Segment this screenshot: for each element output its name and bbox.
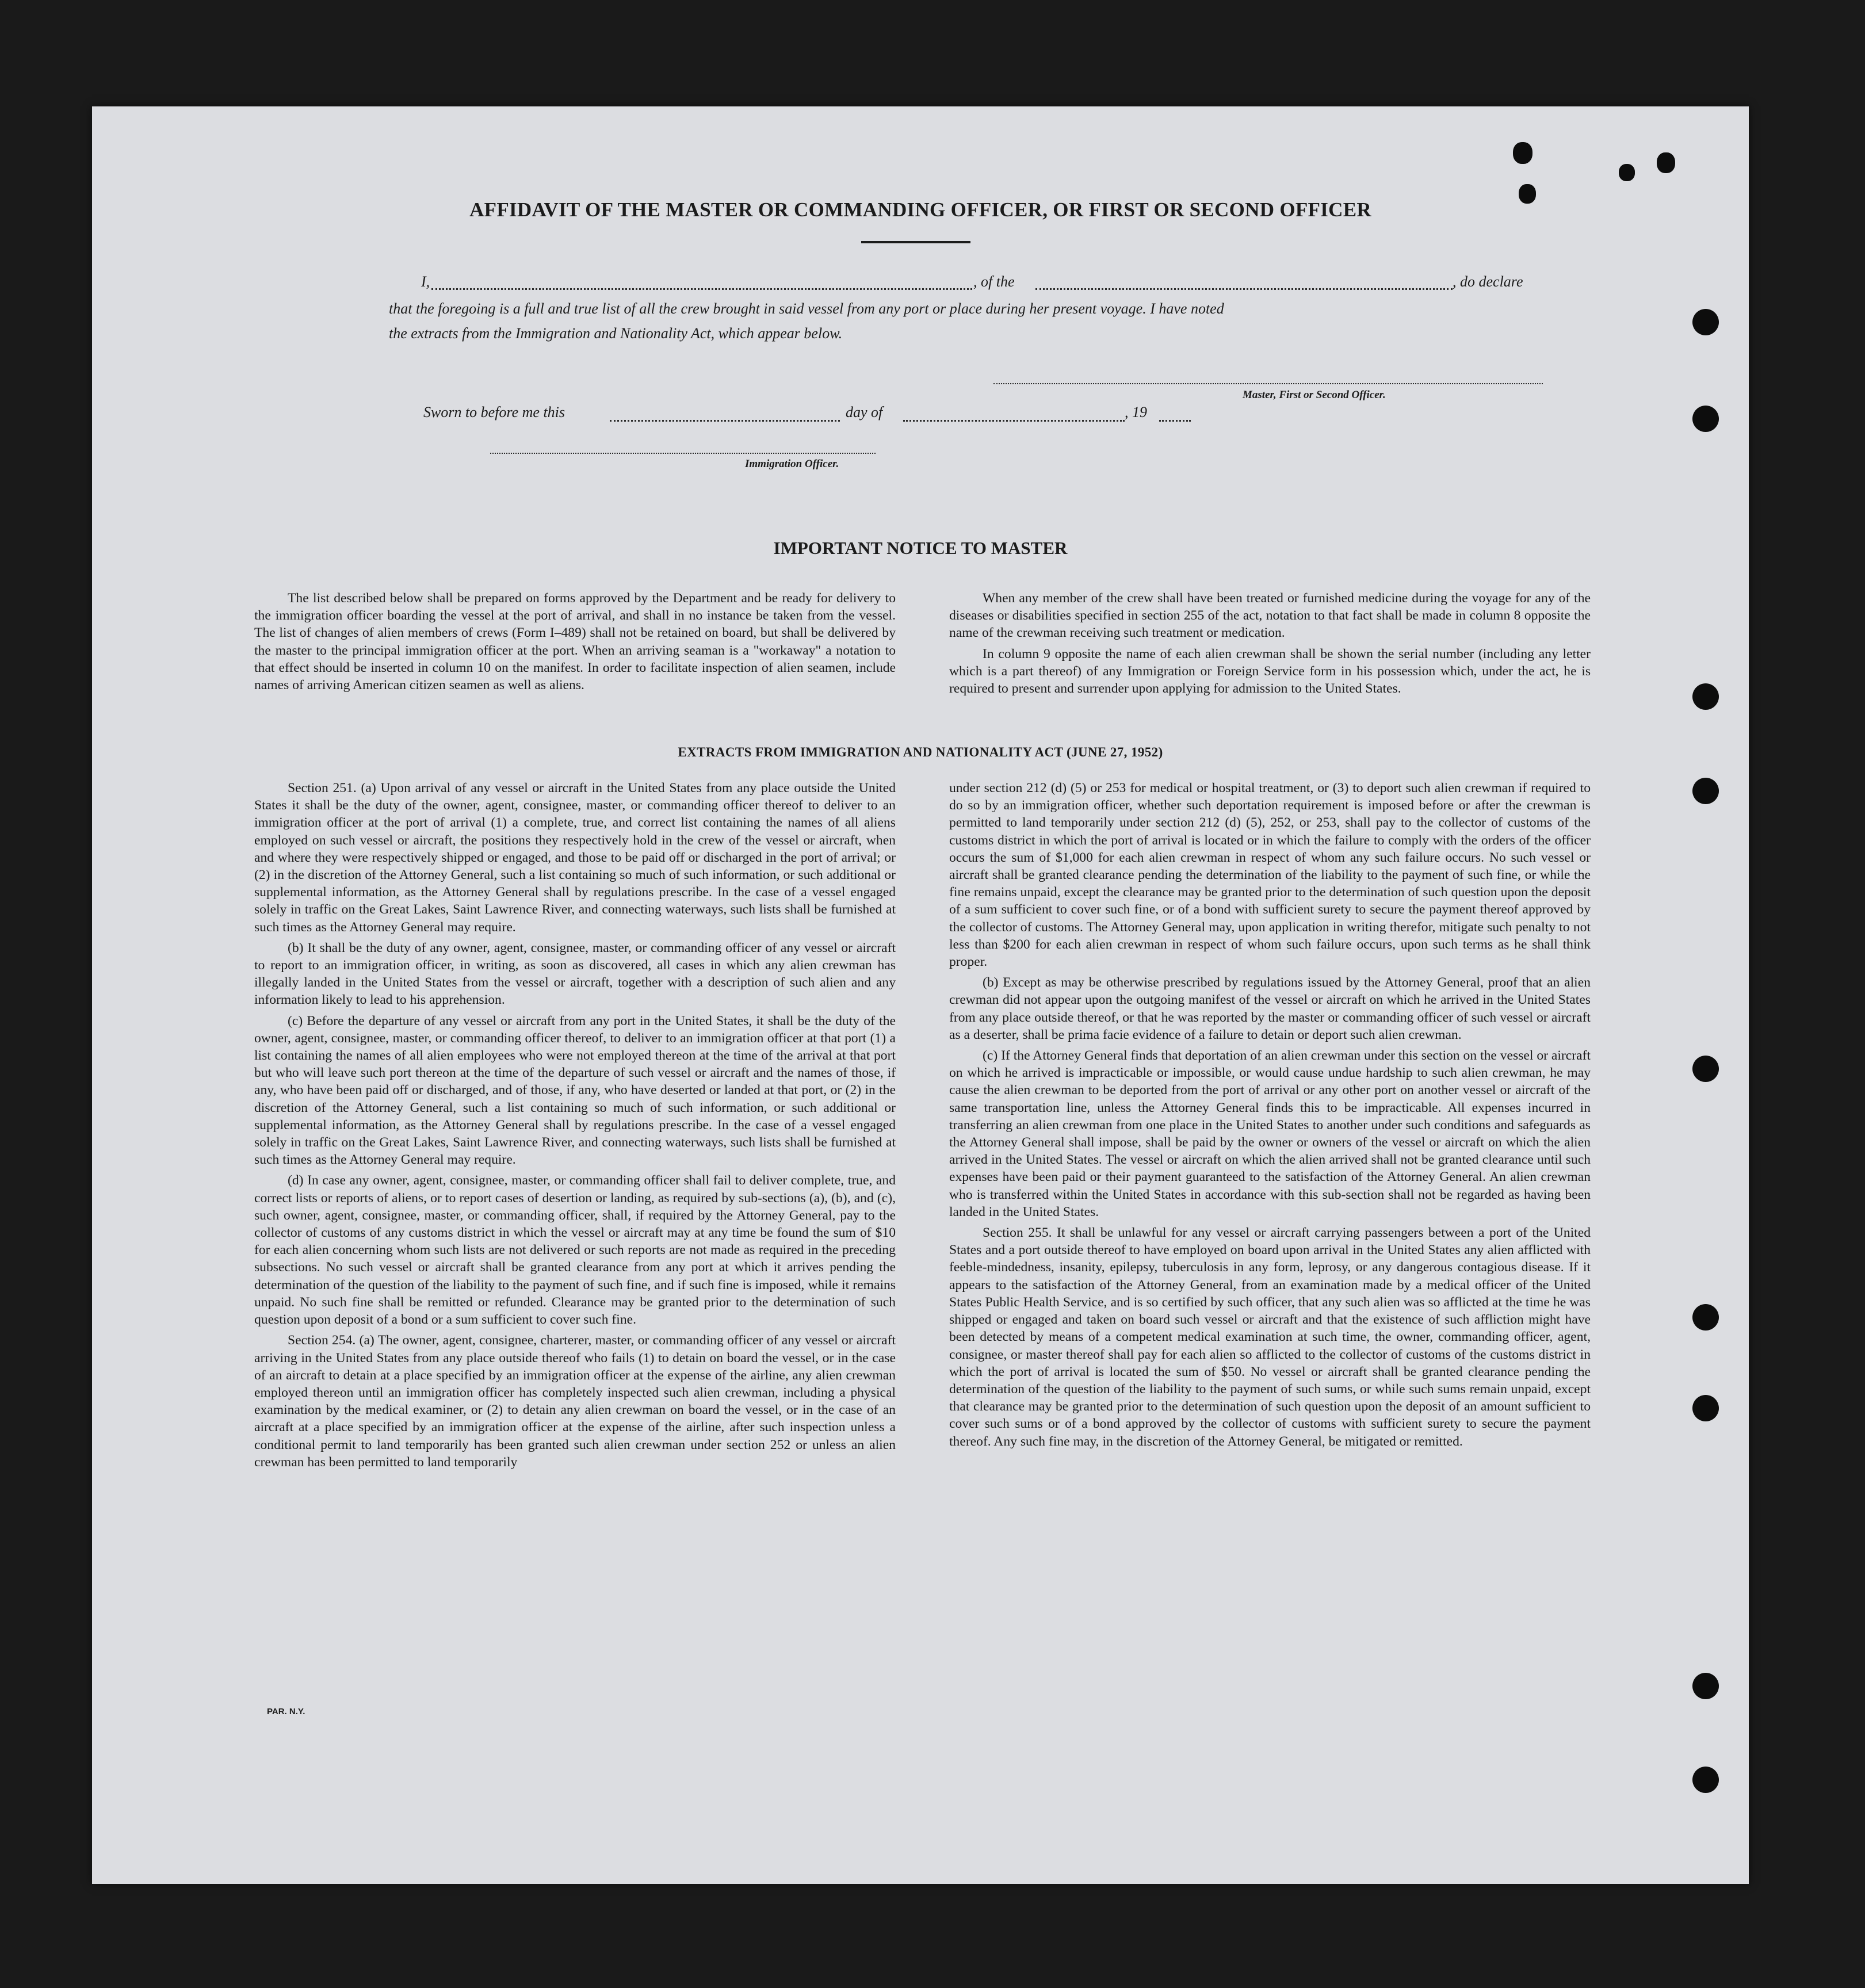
notice-title: IMPORTANT NOTICE TO MASTER xyxy=(773,538,1068,558)
sworn-label: Sworn to before me this xyxy=(423,404,565,420)
document-page xyxy=(92,106,1749,1884)
name-field[interactable] xyxy=(431,288,972,290)
officer-signature-line[interactable] xyxy=(490,453,876,454)
binder-hole xyxy=(1692,309,1719,335)
section-251-b: (b) It shall be the duty of any owner, agent, consignee, master, or commanding officer of any vessel or aircraft to report to an immigration officer, in writing, as soon as discovered, all cases in which any alien crewman has illegally landed in the United States from the vessel or aircraft, together with a description of such alien and any information likely to lead to his apprehension. xyxy=(254,940,896,1008)
section-254-b: (b) Except as may be otherwise prescribed by regulations issued by the Attorney General, proof that an alien crewman did not appear upon the outgoing manifest of the vessel or aircraft on which he arrived in the United States from any place outside thereof, or that he was reported by the master or commanding officer of such vessel or aircraft as a deserter, shall be prima facie evidence of a failure to detain or deport such alien crewman. xyxy=(949,975,1591,1042)
section-251-a: Section 251. (a) Upon arrival of any vessel or aircraft in the United States from any place outside the United States it shall be the duty of the owner, agent, consignee, master, or commanding officer thereof to deliver to an immigration officer at the port of arrival (1) a complete, true, and correct list containing the names of all aliens employed on such vessel or aircraft, the positions they respectively hold in the crew of the vessel or aircraft, when and where they were respectively shipped or engaged, and those to be paid off or discharged in the port of arrival; or (2) in the discretion of the Attorney General, such a list containing so much of such information, or such additional or supplemental information, as the Attorney General shall by regulations prescribe. In the case of a vessel engaged solely in traffic on the Great Lakes, Saint Lawrence River, and connecting waterways, such lists shall be furnished at such times as the Attorney General may require. xyxy=(254,781,896,935)
affidavit-line-2: that the foregoing is a full and true list of all the crew brought in said vessel from any port or place during her present voyage. I have noted xyxy=(389,300,1224,317)
binder-hole xyxy=(1692,1056,1719,1082)
sworn-year-field[interactable] xyxy=(1159,420,1191,422)
notice-left-column xyxy=(254,590,896,697)
binder-hole xyxy=(1692,1304,1719,1331)
section-255: Section 255. It shall be unlawful for any vessel or aircraft carrying passengers between a port of the United States and a port outside thereof to have employed on board upon arrival in the United States any alien afflicted with feeble-mindedness, insanity, epilepsy, tuberculosis in any form, leprosy, or any dangerous contagious disease. If it appears to the satisfaction of the Attorney General, from an examination made by a medical officer of the United States Public Health Service, and is so certified by such officer, that any such alien was so afflicted at the time he was shipped or engaged and taken on board such vessel or aircraft and that the existence of such affliction might have been detected by means of a competent medical examination at such time, the owner, commanding officer, agent, consignee, or master thereof shall pay for each alien so afflicted to the collector of customs of the customs district in which the port of arrival is located the sum of $50. No vessel or aircraft shall be granted clearance pending the determination of the question of the liability to the payment of such sums, or while such sums remain unpaid, except that clearance may be granted prior to the determination of such question upon the deposit of an amount sufficient to cover such sums or of a bond approved by the collector of customs with sufficient surety to secure the payment thereof. Any such fine may, in the discretion of the Attorney General, be mitigated or remitted. xyxy=(949,1225,1591,1449)
affidavit-title: AFFIDAVIT OF THE MASTER OR COMMANDING OFFICER, OR FIRST OR SECOND OFFICER xyxy=(469,198,1371,221)
year-label: , 19 xyxy=(1125,404,1147,420)
vessel-field[interactable] xyxy=(1035,288,1453,290)
punch-speck xyxy=(1619,164,1635,181)
title-rule xyxy=(861,241,970,243)
section-251-d: (d) In case any owner, agent, consignee, master, or commanding officer shall fail to deliver complete, true, and correct lists or reports of aliens, or to report cases of desertion or landing, as required by sub-sections (a), (b), and (c), such owner, agent, consignee, master, or commanding officer, shall, if required by the Attorney General, pay to the collector of customs of any customs district in which the vessel or aircraft may at any time be found the sum of $10 for each alien concerning whom such lists are not delivered or such reports are not made as required in the preceding subsections. No such vessel or aircraft shall be granted clearance from any port at which it arrives pending the determination of the question of the liability to the payment of such fine, and if such fine is imposed, while it remains unpaid. No such fine shall be remitted or refunded. Clearance may be granted prior to the determination of such question upon deposit of a bond or a sum sufficient to cover such fine. xyxy=(254,1173,896,1328)
punch-speck xyxy=(1513,142,1532,164)
extracts-left-column xyxy=(254,779,896,1474)
notice-paragraph: In column 9 opposite the name of each alien crewman shall be shown the serial number (including any letter which is a part thereof) of any Immigration or Foreign Service form in his possession which, under the act, he is required to present and surrender upon applying for admission to the United States. xyxy=(949,646,1591,697)
extracts-right-column xyxy=(949,779,1591,1454)
notice-right-column xyxy=(949,590,1591,701)
binder-hole xyxy=(1692,1767,1719,1793)
sworn-month-field[interactable] xyxy=(903,420,1125,422)
printer-mark: PAR. N.Y. xyxy=(267,1707,305,1716)
officer-caption: Immigration Officer. xyxy=(745,458,839,470)
section-251-c: (c) Before the departure of any vessel or aircraft from any port in the United States, it shall be the duty of the owner, agent, consignee, master, or commanding officer thereof, to deliver to an immigration officer at that port (1) a list containing the names of all alien employees who were not employed thereon at the time of the arrival at that port but who will leave such port thereon at the time of the departure of such vessel or aircraft and the names of those, if any, who have been paid off or discharged, and of those, if any, who have deserted or landed at that port, or (2) in the discretion of the Attorney General, such a list containing so much of such information, or such additional or supplemental information, as the Attorney General shall by regulations prescribe. In the case of a vessel engaged solely in traffic on the Great Lakes, Saint Lawrence River, and connecting waterways, such lists shall be furnished at such times as the Attorney General may require. xyxy=(254,1013,896,1168)
section-254-a: Section 254. (a) The owner, agent, consignee, charterer, master, or commanding officer of any vessel or aircraft arriving in the United States from any place outside thereof who fails (1) to detain on board the vessel, or in the case of an aircraft to detain at a place specified by an immigration officer at the expense of the airline, any alien crewman employed thereon until an immigration officer has completely inspected such alien crewman, including a physical examination by the medical examiner, or (2) to detain any alien crewman on board the vessel, or in the case of an aircraft at a place specified by an immigration officer at the expense of the airline, after such inspection unless a conditional permit to land temporarily has been granted such alien crewman under section 252 or unless an alien crewman has been permitted to land temporarily xyxy=(254,1333,896,1470)
affidavit-i: I, xyxy=(421,273,430,290)
sworn-day-field[interactable] xyxy=(610,420,840,422)
section-254-c: (c) If the Attorney General finds that deportation of an alien crewman under this section on the vessel or aircraft on which he arrived is impracticable or impossible, or would cause undue hardship to such alien crewman, he may cause the alien crewman to be deported from the port of arrival or any other port on another vessel or aircraft of the same transportation line, unless the Attorney General finds this to be impracticable. All expenses incurred in transferring an alien crewman from one place in the United States to another under such conditions and safeguards as the Attorney General shall impose, shall be paid by the owner or owners of the vessel or aircraft on which the alien arrived in the United States. The vessel or aircraft on which the alien arrived shall not be granted clearance until such expenses have been paid or their payment guaranteed to the satisfaction of the Attorney General. An alien crewman who is transferred within the United States in accordance with this sub-section shall not be regarded as having been landed in the United States. xyxy=(949,1048,1591,1219)
master-signature-line[interactable] xyxy=(993,383,1543,384)
punch-speck xyxy=(1657,152,1675,173)
notice-paragraph: When any member of the crew shall have been treated or furnished medicine during the voyage for any of the diseases or disabilities specified in section 255 of the act, notation to that fact shall be made in column 8 opposite the name of the crewman receiving such treatment or medication. xyxy=(949,591,1591,641)
section-254-a-continued: under section 212 (d) (5) or 253 for medical or hospital treatment, or (3) to deport such alien crewman if required to do so by an immigration officer, whether such deportation requirement is imposed before or after the crewman is permitted to land temporarily under section 212 (d) (5), 252, or 253, shall pay to the collector of customs of the customs district in which the port of arrival is located or in which the failure to comply with the orders of the officer occurs the sum of $1,000 for each alien crewman in respect of whom any such failure occurs. No such vessel or aircraft shall be granted clearance pending the determination of the liability to the payment of such fine, or while the fine remains unpaid, except the clearance may be granted prior to the determination of such question upon the deposit of a sum sufficient to cover such fine, or of a bond with sufficient surety to secure the payment thereof approved by the collector of customs. The Attorney General may, upon application in writing therefor, mitigate such penalty to not less than $200 for each alien crewman in respect of whom such failure occurs, upon such terms as he shall think proper. xyxy=(949,781,1591,970)
master-caption: Master, First or Second Officer. xyxy=(1243,389,1386,401)
binder-hole xyxy=(1692,1395,1719,1421)
affidavit-declare: , do declare xyxy=(1453,273,1523,290)
notice-paragraph: The list described below shall be prepared on forms approved by the Department and be ready for delivery to the immigration officer boarding the vessel at the port of arrival, and shall in no instance be taken from the vessel. The list of changes of alien members of crews (Form I–489) shall not be retained on board, but shall be delivered by the master to the principal immigration officer at the port. When an arriving seaman is a "workaway" a notation to that effect should be inserted in column 10 on the manifest. In order to facilitate inspection of alien seamen, include names of arriving American citizen seamen as well as aliens. xyxy=(254,591,896,693)
affidavit-line-3: the extracts from the Immigration and Nationality Act, which appear below. xyxy=(389,325,843,342)
extracts-title: EXTRACTS FROM IMMIGRATION AND NATIONALITY ACT (JUNE 27, 1952) xyxy=(678,745,1163,759)
affidavit-of-the: , of the xyxy=(973,273,1015,290)
binder-hole xyxy=(1692,778,1719,804)
binder-hole xyxy=(1692,683,1719,710)
binder-hole xyxy=(1692,1673,1719,1699)
binder-hole xyxy=(1692,406,1719,432)
day-of-label: day of xyxy=(846,404,883,420)
